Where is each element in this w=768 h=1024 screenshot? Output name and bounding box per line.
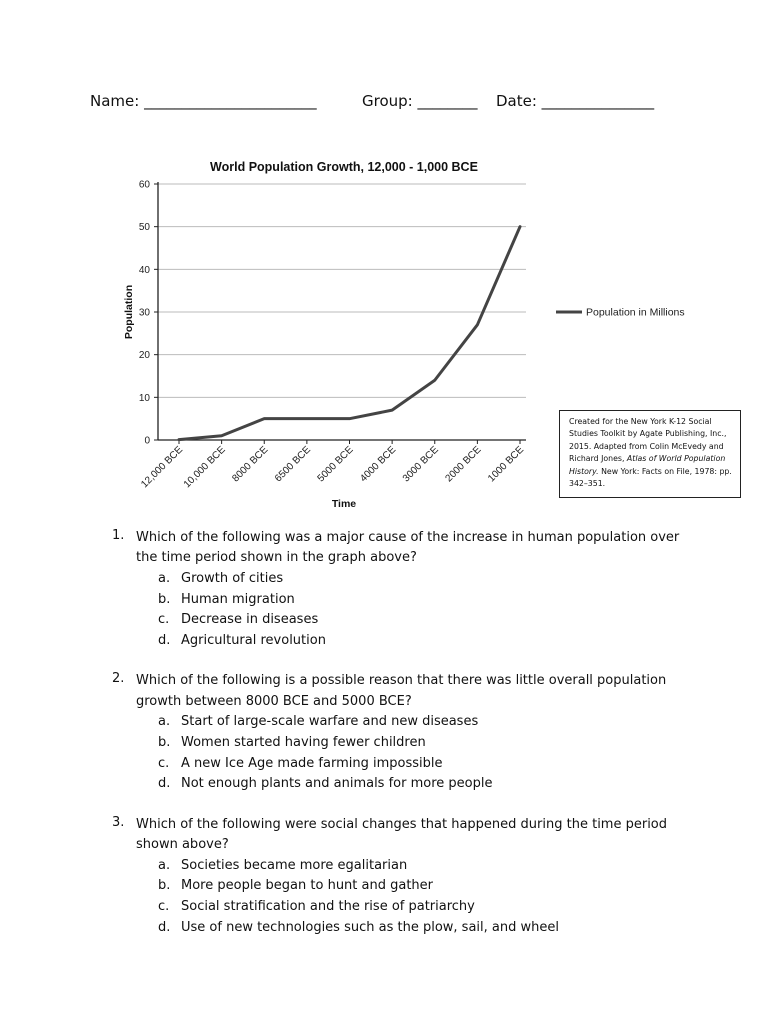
option-letter: d.: [158, 632, 171, 648]
option-letter: b.: [158, 734, 171, 750]
question-list: [0, 528, 768, 958]
y-tick-label: 40: [138, 264, 150, 276]
option-text: Human migration: [181, 591, 295, 607]
source-text: Richard Jones,: [569, 454, 627, 464]
question-1: [0, 528, 768, 652]
worksheet-header: [90, 92, 690, 116]
y-tick-label: 30: [138, 307, 150, 319]
source-line: 342–351.: [569, 479, 606, 489]
source-citation-box: [559, 410, 741, 498]
answer-option-d[interactable]: [0, 774, 768, 795]
x-tick-label: 2000 BCE: [443, 444, 484, 485]
data-point: [519, 226, 521, 228]
source-line: 2015. Adapted from Colin McEvedy and: [569, 441, 724, 451]
x-tick-label: 12,000 BCE: [139, 444, 186, 491]
data-point: [434, 379, 436, 381]
question-number: 1.: [112, 528, 125, 543]
question-text: Which of the following is a possible reason that there was little overall population growth between 8000 BCE and 5000 BCE?: [136, 673, 667, 709]
option-letter: c.: [158, 612, 170, 628]
y-tick-label: 20: [138, 350, 150, 362]
option-letter: c.: [158, 755, 170, 771]
chart-legend: [556, 307, 685, 319]
question-3: [0, 815, 768, 939]
option-letter: a.: [158, 570, 171, 586]
answer-option-c[interactable]: [0, 610, 768, 631]
data-point: [221, 435, 223, 437]
option-text: Women started having fewer children: [181, 734, 426, 750]
answer-option-a[interactable]: [0, 856, 768, 877]
chart-axes: [158, 182, 526, 440]
answer-option-d[interactable]: [0, 631, 768, 652]
option-text: Growth of cities: [181, 570, 284, 586]
option-letter: b.: [158, 878, 171, 894]
option-letter: d.: [158, 776, 171, 792]
source-line: Studies Toolkit by Agate Publishing, Inc.,: [569, 429, 727, 439]
x-tick-label: 4000 BCE: [358, 444, 399, 485]
y-tick-label: 10: [138, 392, 150, 404]
data-point: [306, 418, 308, 420]
answer-option-d[interactable]: [0, 918, 768, 939]
source-line: [569, 453, 734, 465]
data-point: [477, 324, 479, 326]
question-2: [0, 671, 768, 795]
data-point: [349, 418, 351, 420]
option-letter: a.: [158, 714, 171, 730]
answer-option-b[interactable]: [0, 733, 768, 754]
population-series-line: [179, 227, 520, 440]
answer-option-a[interactable]: [0, 569, 768, 590]
answer-option-b[interactable]: [0, 590, 768, 611]
option-text: Social stratification and the rise of patriarchy: [181, 898, 475, 914]
legend-label: Population in Millions: [586, 306, 685, 319]
source-line: Created for the New York K-12 Social: [569, 417, 712, 426]
y-axis-label: Population: [123, 284, 135, 340]
option-text: Decrease in diseases: [181, 612, 319, 628]
option-text: Agricultural revolution: [181, 632, 326, 648]
y-axis-ticks: [139, 180, 158, 447]
x-tick-label: 6500 BCE: [272, 444, 313, 485]
option-text: Start of large-scale warfare and new diseases: [181, 714, 479, 730]
y-tick-label: 60: [138, 179, 150, 191]
x-axis-ticks: [139, 440, 526, 490]
x-axis-label: Time: [331, 498, 357, 510]
x-tick-label: 10,000 BCE: [181, 444, 228, 491]
x-tick-label: 3000 BCE: [400, 444, 441, 485]
chart-gridlines: [158, 184, 526, 397]
y-tick-label: 0: [144, 435, 150, 447]
y-tick-label: 50: [138, 222, 150, 234]
source-text: New York: Facts on File, 1978: pp.: [598, 466, 732, 476]
chart-title: World Population Growth, 12,000 - 1,000 BCE: [210, 160, 478, 174]
option-letter: d.: [158, 919, 171, 935]
option-text: A new Ice Age made farming impossible: [181, 755, 443, 771]
source-book-title: History.: [569, 466, 599, 476]
question-text: Which of the following was a major cause of the increase in human population over the time period shown in the graph above?: [136, 530, 680, 566]
question-number: 2.: [112, 671, 125, 687]
group-field-label: Group: ________: [362, 92, 478, 110]
option-text: Societies became more egalitarian: [181, 857, 408, 873]
x-tick-label: 1000 BCE: [486, 444, 527, 485]
x-tick-label: 8000 BCE: [230, 444, 271, 485]
name-field-label: Name: _______________________: [90, 92, 317, 110]
answer-option-b[interactable]: [0, 876, 768, 897]
option-text: Use of new technologies such as the plow, sail, and wheel: [181, 919, 559, 935]
option-text: Not enough plants and animals for more people: [181, 776, 493, 792]
data-point: [263, 418, 265, 420]
data-point: [178, 439, 180, 441]
option-letter: c.: [158, 898, 170, 914]
x-tick-label: 5000 BCE: [315, 444, 356, 485]
answer-option-a[interactable]: [0, 712, 768, 733]
source-line: [569, 466, 734, 478]
source-book-title: Atlas of World Population: [626, 454, 726, 464]
data-point: [391, 409, 393, 411]
question-number: 3.: [112, 814, 125, 830]
answer-option-c[interactable]: [0, 897, 768, 918]
question-text: Which of the following were social changes that happened during the time period shown above?: [136, 816, 668, 853]
answer-option-c[interactable]: [0, 754, 768, 775]
option-letter: a.: [158, 857, 171, 873]
option-letter: b.: [158, 591, 171, 607]
date-field-label: Date: _______________: [496, 92, 655, 110]
option-text: More people began to hunt and gather: [181, 878, 434, 894]
chart-series: [178, 226, 521, 441]
